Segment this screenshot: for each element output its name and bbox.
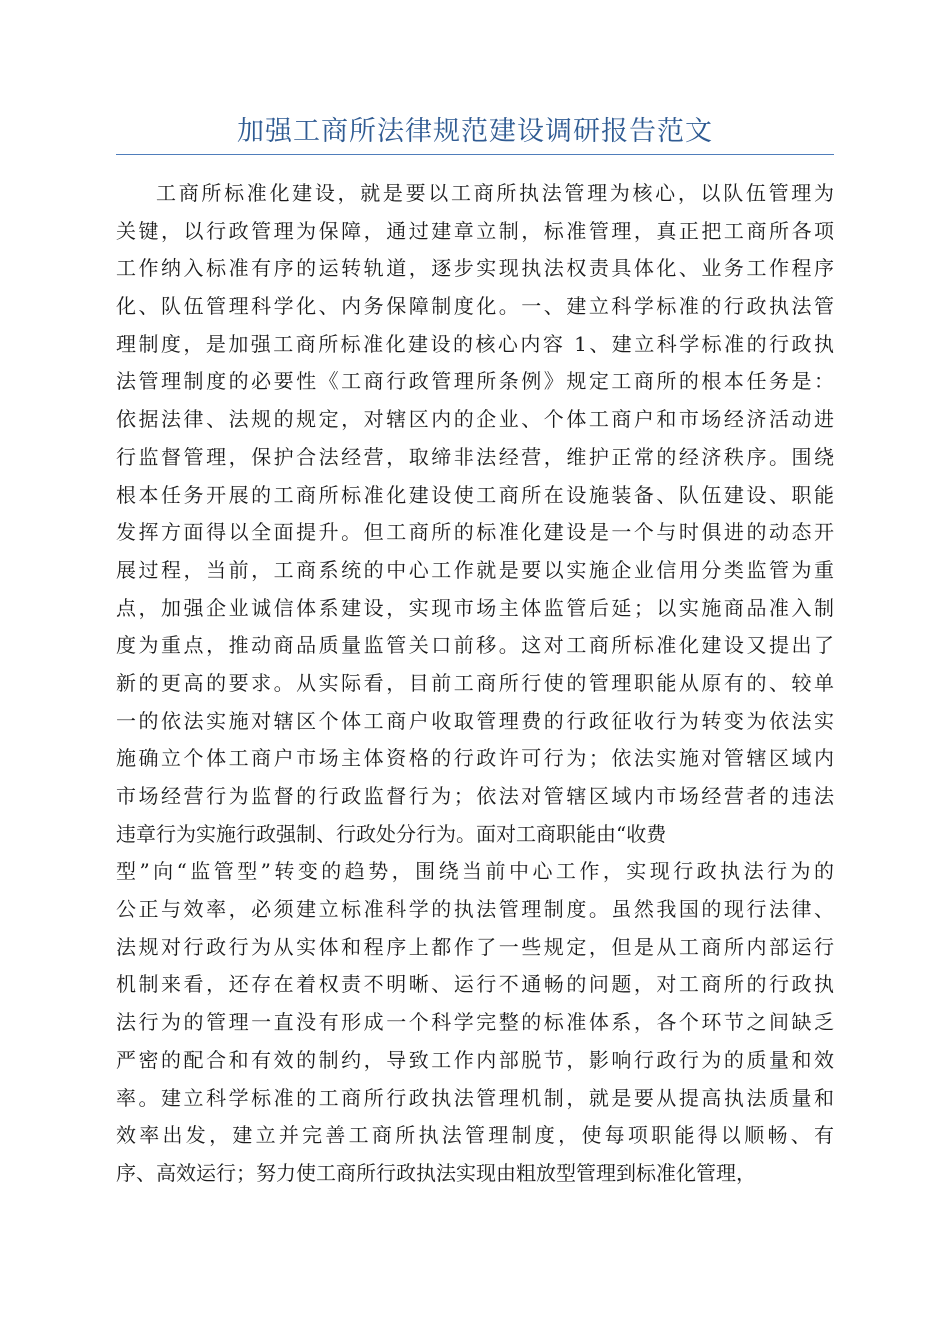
document-body <box>116 175 834 1193</box>
body-line: 法规对行政行为从实体和程序上都作了一些规定，但是从工商所内部运行 <box>116 934 834 959</box>
body-line: 新的更高的要求。从实际看，目前工商所行使的管理职能从原有的、较单 <box>116 670 834 695</box>
body-line: 市场经营行为监督的行政监督行为；依法对管辖区域内市场经营者的违法 <box>116 784 834 808</box>
body-line: 度为重点，推动商品质量监管关口前移。这对工商所标准化建设又提出了 <box>116 633 834 658</box>
body-line: 根本任务开展的工商所标准化建设使工商所在设施装备、队伍建设、职能 <box>116 482 834 507</box>
body-line: 违章行为实施行政强制、行政处分行为。面对工商职能由“收费 <box>116 821 667 846</box>
body-line: 公正与效率，必须建立标准科学的执法管理制度。虽然我国的现行法律、 <box>116 897 834 922</box>
body-line: 工商所标准化建设，就是要以工商所执法管理为核心，以队伍管理为 <box>156 181 834 205</box>
body-line: 依据法律、法规的规定，对辖区内的企业、个体工商户和市场经济活动进 <box>116 407 834 432</box>
body-line: 工作纳入标准有序的运转轨道，逐步实现执法权责具体化、业务工作程序 <box>116 256 834 281</box>
title-underline <box>116 154 834 155</box>
body-line: 严密的配合和有效的制约，导致工作内部脱节，影响行政行为的质量和效 <box>116 1047 834 1072</box>
body-line: 施确立个体工商户市场主体资格的行政许可行为；依法实施对管辖区域内 <box>116 746 834 771</box>
body-line: 法行为的管理一直没有形成一个科学完整的标准体系，各个环节之间缺乏 <box>116 1010 834 1035</box>
body-line: 效率出发，建立并完善工商所执法管理制度，使每项职能得以顺畅、有 <box>116 1123 834 1148</box>
body-line: 率。建立科学标准的工商所行政执法管理机制，就是要从提高执法质量和 <box>116 1085 834 1110</box>
body-line: 一的依法实施对辖区个体工商户收取管理费的行政征收行为转变为依法实 <box>116 708 834 733</box>
body-line: 展过程，当前，工商系统的中心工作就是要以实施企业信用分类监管为重 <box>116 557 834 582</box>
body-line: 行监督管理，保护合法经营，取缔非法经营，维护正常的经济秩序。围绕 <box>116 444 834 469</box>
body-line: 化、队伍管理科学化、内务保障制度化。一、建立科学标准的行政执法管 <box>116 294 834 319</box>
body-line: 点，加强企业诚信体系建设，实现市场主体监管后延；以实施商品准入制 <box>116 595 834 620</box>
document-title: 加强工商所法律规范建设调研报告范文 <box>237 116 713 147</box>
body-line: 机制来看，还存在着权责不明晰、运行不通畅的问题，对工商所的行政执 <box>116 972 834 997</box>
body-line: 序、高效运行；努力使工商所行政执法实现由粗放型管理到标准化管理， <box>116 1160 756 1185</box>
body-line: 关键，以行政管理为保障，通过建章立制，标准管理，真正把工商所各项 <box>116 218 834 243</box>
body-line: 法管理制度的必要性《工商行政管理所条例》规定工商所的根本任务是： <box>116 369 834 394</box>
body-line: 型”向“监管型”转变的趋势，围绕当前中心工作，实现行政执法行为的 <box>116 859 834 884</box>
body-line: 理制度，是加强工商所标准化建设的核心内容 1、建立科学标准的行政执 <box>116 331 834 356</box>
body-line: 发挥方面得以全面提升。但工商所的标准化建设是一个与时俱进的动态开 <box>116 520 834 545</box>
